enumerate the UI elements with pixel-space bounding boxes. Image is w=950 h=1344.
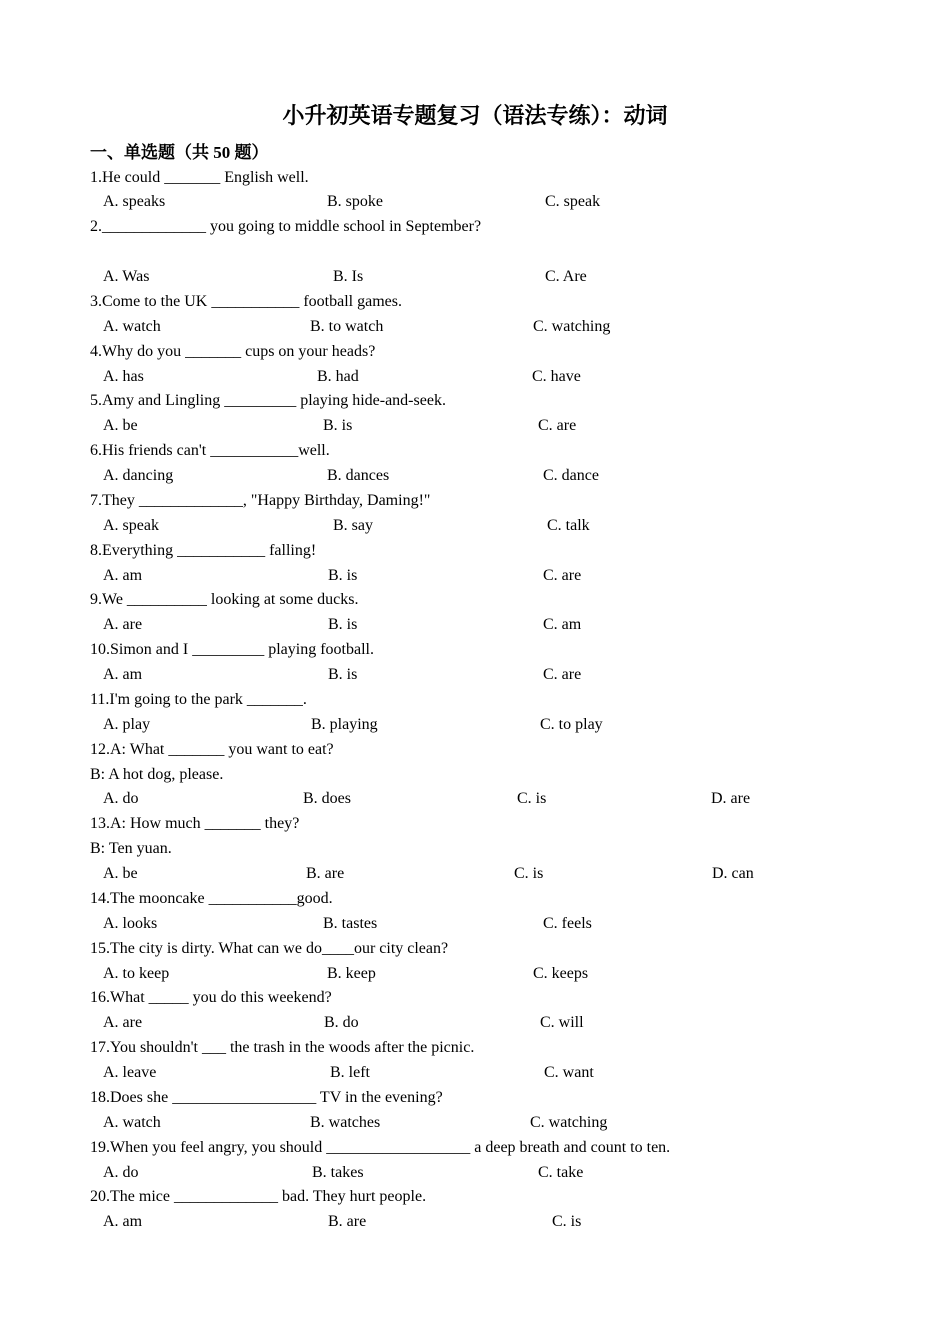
option-a: A. am	[103, 1213, 143, 1231]
option-b: B. are	[328, 1213, 367, 1231]
option-c: C. keeps	[533, 964, 589, 982]
option-b: B. is	[328, 666, 358, 684]
option-a: A. am	[103, 666, 143, 684]
page-title: 小升初英语专题复习（语法专练）：动词	[282, 103, 668, 128]
option-c: C. Are	[545, 268, 587, 286]
question-10	[0, 638, 950, 688]
section-heading: 一、单选题（共 50 题）	[90, 143, 269, 162]
options-row	[0, 663, 950, 688]
option-c: C. have	[532, 367, 581, 385]
option-c: C. is	[514, 865, 544, 883]
question-stem: 12.A: What _______ you want to eat?	[90, 740, 334, 758]
question-stem: 10.Simon and I _________ playing football.	[90, 641, 374, 659]
question-stem: 18.Does she __________________ TV in the evening?	[90, 1088, 443, 1106]
options-row	[0, 862, 950, 887]
question-stem: 9.We __________ looking at some ducks.	[90, 591, 359, 609]
question-11	[0, 688, 950, 738]
option-b: B. is	[323, 417, 353, 435]
question-stem: 6.His friends can't ___________well.	[90, 442, 330, 460]
option-c: C. dance	[543, 467, 599, 485]
options-row	[0, 962, 950, 987]
option-b: B. to watch	[310, 317, 384, 335]
question-stem: 7.They _____________, "Happy Birthday, Daming!"	[90, 491, 431, 509]
question-8	[0, 539, 950, 589]
option-c: C. will	[540, 1014, 584, 1032]
question-4	[0, 340, 950, 390]
option-b: B. does	[303, 790, 351, 808]
blank-line	[0, 240, 950, 265]
option-a: A. play	[103, 715, 151, 733]
options-row	[0, 1061, 950, 1086]
question-16	[0, 986, 950, 1036]
option-c: C. are	[543, 566, 582, 584]
option-b: B. keep	[327, 964, 376, 982]
question-2	[0, 215, 950, 290]
question-15	[0, 937, 950, 987]
option-d: D. are	[711, 790, 751, 808]
option-c: C. watching	[533, 317, 611, 335]
option-b: B. had	[317, 367, 359, 385]
options-row	[0, 464, 950, 489]
option-b: B. left	[330, 1064, 370, 1082]
question-9	[0, 588, 950, 638]
option-a: A. do	[103, 1163, 139, 1181]
options-row	[0, 315, 950, 340]
question-stem: 14.The mooncake ___________good.	[90, 889, 333, 907]
option-c: C. want	[544, 1064, 594, 1082]
option-b: B. are	[306, 865, 345, 883]
options-row	[0, 912, 950, 937]
option-b: B. spoke	[327, 193, 383, 211]
question-20	[0, 1185, 950, 1235]
option-b: B. is	[328, 566, 358, 584]
question-12	[0, 738, 950, 813]
question-stem: 4.Why do you _______ cups on your heads?	[90, 342, 376, 360]
option-a: A. speaks	[103, 193, 166, 211]
option-a: A. be	[103, 865, 138, 883]
question-stem: 15.The city is dirty. What can we do____our city clean?	[90, 939, 449, 957]
option-a: A. to keep	[103, 964, 170, 982]
option-a: A. speak	[103, 516, 159, 534]
option-c: C. speak	[545, 193, 601, 211]
question-14	[0, 887, 950, 937]
question-6	[0, 439, 950, 489]
option-b: B. dances	[327, 467, 390, 485]
question-19	[0, 1136, 950, 1186]
option-c: C. are	[538, 417, 577, 435]
options-row	[0, 1210, 950, 1235]
question-stem: 19.When you feel angry, you should __________________ a deep breath and count to ten.	[90, 1138, 671, 1156]
option-b: B. do	[324, 1014, 359, 1032]
option-b: B. Is	[333, 268, 364, 286]
option-a: A. be	[103, 417, 138, 435]
question-stem: 8.Everything ___________ falling!	[90, 541, 317, 559]
question-13	[0, 812, 950, 887]
option-c: C. take	[538, 1163, 584, 1181]
option-b: B. is	[328, 616, 358, 634]
question-stem: 2._____________ you going to middle school in September?	[90, 218, 482, 236]
option-c: C. feels	[543, 914, 592, 932]
option-a: A. leave	[103, 1064, 157, 1082]
question-5	[0, 389, 950, 439]
question-stem: 13.A: How much _______ they?	[90, 815, 300, 833]
option-a: A. am	[103, 566, 143, 584]
options-row	[0, 1161, 950, 1186]
options-row	[0, 1111, 950, 1136]
option-c: C. am	[543, 616, 582, 634]
option-a: A. looks	[103, 914, 158, 932]
option-a: A. has	[103, 367, 144, 385]
options-row	[0, 713, 950, 738]
question-reply: B: Ten yuan.	[90, 840, 172, 858]
option-c: C. are	[543, 666, 582, 684]
option-a: A. do	[103, 790, 139, 808]
option-a: A. Was	[103, 268, 150, 286]
question-stem: 5.Amy and Lingling _________ playing hide-and-seek.	[90, 392, 446, 410]
options-row	[0, 365, 950, 390]
options-row	[0, 613, 950, 638]
option-b: B. takes	[312, 1163, 364, 1181]
options-row	[0, 414, 950, 439]
options-row	[0, 514, 950, 539]
option-a: A. dancing	[103, 467, 174, 485]
option-a: A. watch	[103, 1113, 161, 1131]
options-row	[0, 190, 950, 215]
option-c: C. to play	[540, 715, 603, 733]
question-17	[0, 1036, 950, 1086]
option-c: C. watching	[530, 1113, 608, 1131]
option-b: B. say	[333, 516, 373, 534]
option-c: C. talk	[547, 516, 590, 534]
question-reply: B: A hot dog, please.	[90, 765, 224, 783]
option-a: A. are	[103, 616, 143, 634]
option-a: A. watch	[103, 317, 161, 335]
option-b: B. playing	[311, 715, 378, 733]
option-b: B. watches	[310, 1113, 381, 1131]
options-row	[0, 787, 950, 812]
question-3	[0, 290, 950, 340]
options-row	[0, 1011, 950, 1036]
question-list	[0, 166, 950, 1236]
question-stem: 16.What _____ you do this weekend?	[90, 989, 332, 1007]
question-stem: 11.I'm going to the park _______.	[90, 690, 307, 708]
question-7	[0, 489, 950, 539]
question-stem: 17.You shouldn't ___ the trash in the woods after the picnic.	[90, 1039, 475, 1057]
option-b: B. tastes	[323, 914, 378, 932]
option-a: A. are	[103, 1014, 143, 1032]
option-d: D. can	[712, 865, 754, 883]
question-stem: 20.The mice _____________ bad. They hurt people.	[90, 1188, 427, 1206]
question-stem: 1.He could _______ English well.	[90, 168, 309, 186]
options-row	[0, 564, 950, 589]
question-1	[0, 166, 950, 216]
option-c: C. is	[517, 790, 547, 808]
options-row	[0, 265, 950, 290]
question-stem: 3.Come to the UK ___________ football games.	[90, 292, 402, 310]
question-18	[0, 1086, 950, 1136]
option-c: C. is	[552, 1213, 582, 1231]
